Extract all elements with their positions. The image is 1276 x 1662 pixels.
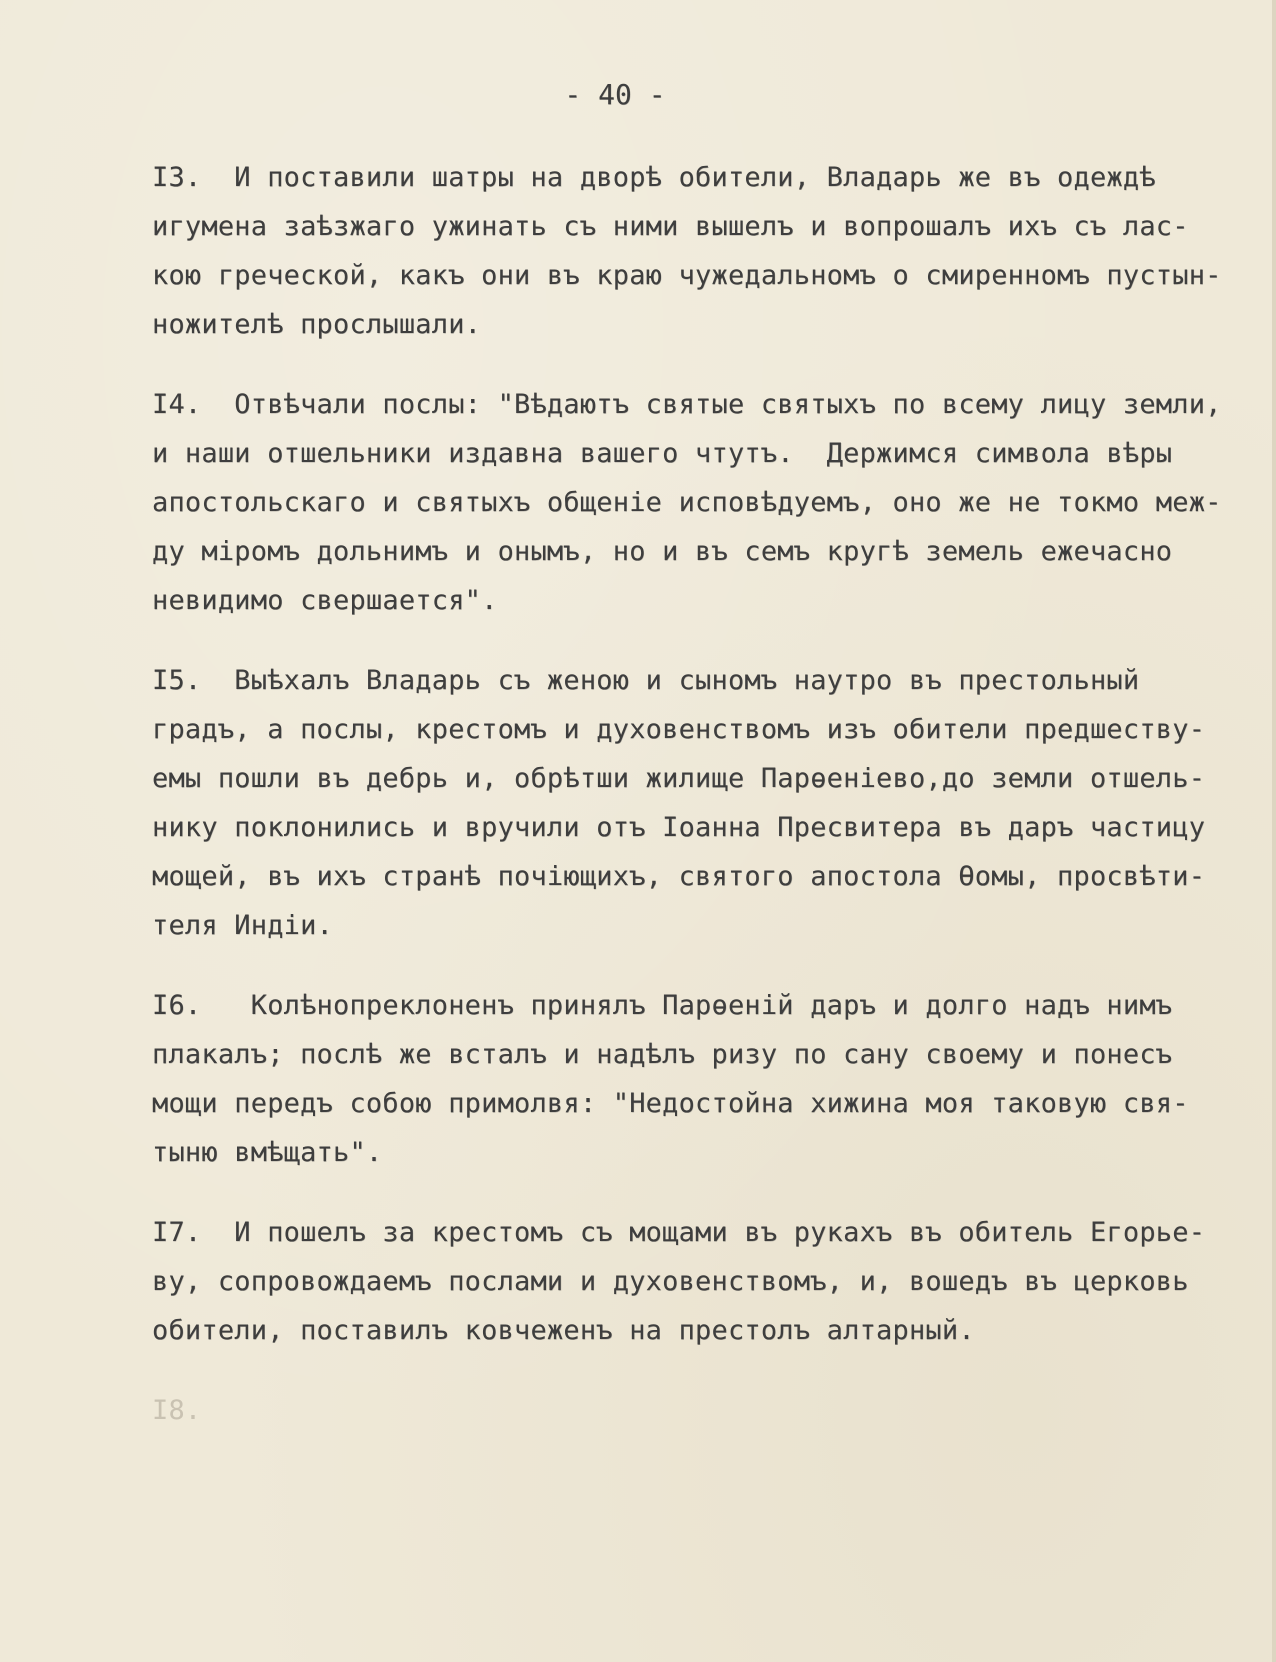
paragraph-15-line-5: мощей, въ ихъ странѣ почіющихъ, святого апостола Ѳомы, просвѣти- [152, 861, 1206, 892]
paragraph-17-line-3: обители, поставилъ ковчеженъ на престолъ алтарный. [152, 1315, 975, 1346]
paper-edge [1272, 0, 1276, 1662]
paragraph-16-line-3: мощи передъ собою примолвя: "Недостойна хижина моя таковую свя- [152, 1088, 1189, 1119]
paragraph-17-line-1: I7. И пошелъ за крестомъ съ мощами въ рукахъ въ обитель Егорье- [152, 1217, 1206, 1248]
paragraph-14-line-5: невидимо свершается". [152, 585, 498, 616]
paragraph-15-line-1: I5. Выѣхалъ Владарь съ женою и сыномъ наутро въ престольный [152, 665, 1140, 696]
paragraph-16-line-4: тыню вмѣщать". [152, 1137, 383, 1168]
paragraph-16-line-1: I6. Колѣнопреклоненъ принялъ Парѳеній даръ и долго надъ нимъ [152, 990, 1173, 1021]
paragraph-16-line-2: плакалъ; послѣ же всталъ и надѣлъ ризу по сану своему и понесъ [152, 1039, 1173, 1070]
paragraph-17-line-2: ву, сопровождаемъ послами и духовенствомъ, и, вошедъ въ церковь [152, 1266, 1189, 1297]
paragraph-14-line-2: и наши отшельники издавна вашего чтутъ. Держимся символа вѣры [152, 438, 1173, 469]
paragraph-14-line-3: апостольскаго и святыхъ общеніе исповѣдуемъ, оно же не токмо меж- [152, 487, 1222, 518]
paragraph-15-line-3: емы пошли въ дебрь и, обрѣтши жилище Парѳеніево,до земли отшель- [152, 763, 1206, 794]
paragraph-14-line-1: I4. Отвѣчали послы: "Вѣдаютъ святые святыхъ по всему лицу земли, [152, 389, 1222, 420]
paragraph-13-line-4: ножителѣ прослышали. [152, 309, 482, 340]
page-number: - 40 - [564, 78, 666, 111]
paragraph-18-number: I8. [152, 1395, 202, 1426]
paragraph-13-line-1: I3. И поставили шатры на дворѣ обители, Владарь же въ одеждѣ [152, 162, 1156, 193]
paragraph-15-line-4: нику поклонились и вручили отъ Іоанна Пресвитера въ даръ частицу [152, 812, 1206, 843]
paragraph-15-line-2: градъ, а послы, крестомъ и духовенствомъ изъ обители предшеству- [152, 714, 1206, 745]
paragraph-14-line-4: ду міромъ дольнимъ и онымъ, но и въ семъ кругѣ земель ежечасно [152, 536, 1173, 567]
paragraph-13-line-3: кою греческой, какъ они въ краю чужедальномъ о смиренномъ пустын- [152, 260, 1222, 291]
paragraph-13-line-2: игумена заѣзжаго ужинать съ ними вышелъ и вопрошалъ ихъ съ лас- [152, 211, 1189, 242]
paragraph-15-line-6: теля Индіи. [152, 910, 334, 941]
